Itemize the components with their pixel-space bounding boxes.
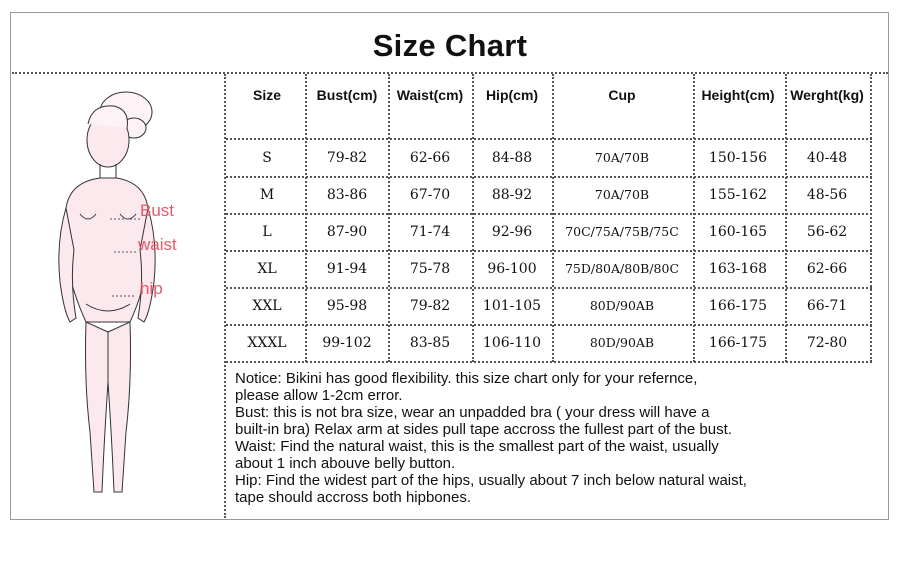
table-grid-line xyxy=(226,361,872,363)
table-cell: 70A/70B xyxy=(594,150,650,165)
measurement-notes xyxy=(235,370,865,506)
table-cell: 84-88 xyxy=(491,149,533,166)
page-title: Size Chart xyxy=(372,28,528,63)
table-grid-line xyxy=(226,250,872,252)
table-cell: 99-102 xyxy=(322,334,372,351)
table-grid-line xyxy=(226,176,872,178)
note-line: about 1 inch abouve belly button. xyxy=(235,455,456,472)
table-cell: 101-105 xyxy=(482,297,542,314)
table-cell: 66-71 xyxy=(806,297,848,314)
table-row xyxy=(228,213,870,250)
note-line: tape should accross both hipbones. xyxy=(235,489,471,506)
table-cell: 80D/90AB xyxy=(589,298,655,313)
note-line: Notice: Bikini has good flexibility. this size chart only for your refernce, xyxy=(235,370,698,387)
table-cell: 92-96 xyxy=(491,223,533,240)
table-row xyxy=(228,176,870,213)
table-row xyxy=(228,139,870,176)
table-cell: 75D/80A/80B/80C xyxy=(564,261,680,276)
header-waist: Waist(cm) xyxy=(396,87,464,103)
table-cell: 95-98 xyxy=(326,297,368,314)
table-cell: 80D/90AB xyxy=(589,335,655,350)
table-cell: L xyxy=(262,223,272,240)
table-cell: 70A/70B xyxy=(594,187,650,202)
table-grid-line xyxy=(785,74,787,362)
table-cell: XXL xyxy=(252,297,282,314)
table-row xyxy=(228,250,870,287)
waist-label: waist xyxy=(138,235,177,254)
table-cell: XXXL xyxy=(247,334,287,351)
table-grid-line xyxy=(305,74,307,362)
table-cell: 87-90 xyxy=(326,223,368,240)
table-cell: 163-168 xyxy=(708,260,768,277)
table-cell: 155-162 xyxy=(708,186,768,203)
table-cell: 160-165 xyxy=(708,223,768,240)
table-row xyxy=(228,287,870,324)
table-cell: 150-156 xyxy=(708,149,768,166)
table-cell: 88-92 xyxy=(491,186,533,203)
table-cell: 83-85 xyxy=(409,334,451,351)
note-line: Waist: Find the natural waist, this is the smallest part of the waist, usually xyxy=(235,438,719,455)
left-divider xyxy=(224,74,226,518)
table-grid-line xyxy=(226,287,872,289)
header-cup: Cup xyxy=(608,87,636,103)
table-cell: M xyxy=(259,186,275,203)
title-divider xyxy=(12,72,888,74)
hip-label: hip xyxy=(140,279,163,298)
table-cell: 79-82 xyxy=(409,297,451,314)
table-grid-line xyxy=(226,138,872,140)
table-cell: 62-66 xyxy=(806,260,848,277)
table-grid-line xyxy=(226,213,872,215)
table-grid-line xyxy=(693,74,695,362)
table-cell: 79-82 xyxy=(326,149,368,166)
table-cell: 71-74 xyxy=(409,223,451,240)
table-grid-line xyxy=(552,74,554,362)
table-grid-line xyxy=(472,74,474,362)
table-row xyxy=(228,324,870,361)
body-figure-illustration xyxy=(30,82,220,512)
table-cell: 72-80 xyxy=(806,334,848,351)
table-grid-line xyxy=(226,324,872,326)
table-grid-line xyxy=(388,74,390,362)
bust-label: Bust xyxy=(140,201,175,220)
table-cell: 166-175 xyxy=(708,334,768,351)
header-bust: Bust(cm) xyxy=(316,87,378,103)
note-line: please allow 1-2cm error. xyxy=(235,387,403,404)
size-table xyxy=(228,75,870,361)
table-cell: 48-56 xyxy=(806,186,848,203)
header-height: Height(cm) xyxy=(701,87,775,103)
table-cell: 96-100 xyxy=(487,260,537,277)
table-cell: XL xyxy=(257,260,277,277)
table-cell: 56-62 xyxy=(806,223,848,240)
table-grid-line xyxy=(870,74,872,362)
note-line: built-in bra) Relax arm at sides pull tape accross the fullest part of the bust. xyxy=(235,421,732,438)
header-weight: Werght(kg) xyxy=(790,87,864,103)
note-line: Hip: Find the widest part of the hips, usually about 7 inch below natural waist, xyxy=(235,472,747,489)
table-cell: 40-48 xyxy=(806,149,848,166)
table-cell: 62-66 xyxy=(409,149,451,166)
note-line: Bust: this is not bra size, wear an unpadded bra ( your dress will have a xyxy=(235,404,710,421)
header-hip: Hip(cm) xyxy=(485,87,539,103)
table-cell: 75-78 xyxy=(409,260,451,277)
table-cell: 70C/75A/75B/75C xyxy=(565,224,679,239)
table-cell: 106-110 xyxy=(482,334,542,351)
table-header-row xyxy=(228,75,870,139)
table-cell: S xyxy=(262,149,272,166)
header-size: Size xyxy=(252,87,281,103)
table-cell: 91-94 xyxy=(326,260,368,277)
table-cell: 166-175 xyxy=(708,297,768,314)
table-cell: 83-86 xyxy=(326,186,368,203)
table-cell: 67-70 xyxy=(409,186,451,203)
